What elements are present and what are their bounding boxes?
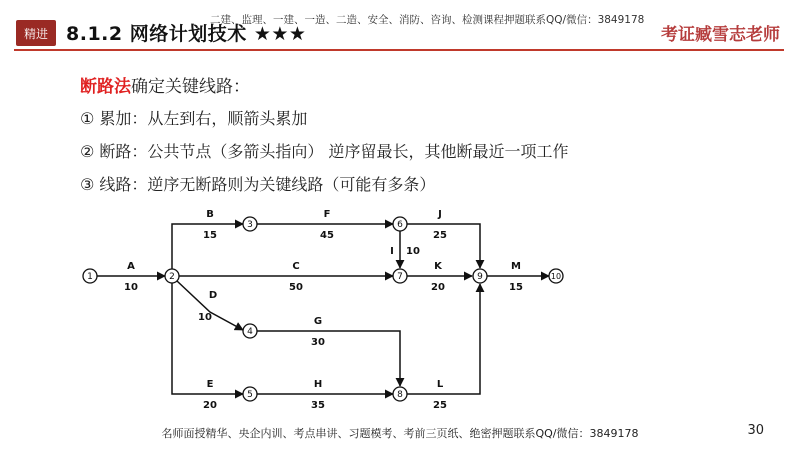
node-1: 1 [87,272,93,282]
step-item: ① 累加：从左到右，顺箭头累加 [80,109,308,128]
activity-name-m: M [511,261,521,272]
activity-name-f: F [323,209,331,220]
node-3: 3 [247,220,253,230]
node-7: 7 [397,272,403,282]
activity-name-h: H [313,379,323,390]
step-item: ③ 线路：逆序无断路则为关键线路（可能有多条） [80,175,436,194]
arrow-g [257,331,400,386]
page-number: 30 [747,423,764,438]
footer-notice: 名师面授精华、央企内训、考点串讲、习题模考、考前三页纸、绝密押题联系QQ/微信：3849178 [161,427,639,440]
arrow-e [172,283,243,394]
activity-duration-l: 25 [433,400,447,411]
method-name: 断路法 [80,77,131,97]
activity-duration-i: 10 [406,246,420,257]
activity-duration-m: 15 [509,282,523,293]
node-8: 8 [397,390,403,400]
activity-name-l: L [436,379,444,390]
brand-logo-text: 考证臧雪志老师 [661,25,780,45]
activity-duration-h: 35 [311,400,325,411]
activity-name-j: J [438,209,442,220]
activity-name-i: I [390,246,394,257]
section-badge: 精进 [16,20,56,46]
activity-name-d: D [208,290,218,301]
activity-duration-k: 20 [431,282,445,293]
activity-duration-a: 10 [124,282,138,293]
activity-duration-c: 50 [289,282,303,293]
node-2: 2 [169,272,175,282]
activity-duration-e: 20 [203,400,217,411]
page-title: 8.1.2 网络计划技术 ★★★ [66,23,307,45]
activity-duration-f: 45 [320,230,334,241]
activity-duration-d: 10 [198,312,212,323]
activity-duration-g: 30 [311,337,325,348]
arrow-l [407,284,480,394]
intro-text: 确定关键线路： [131,77,250,97]
activity-name-g: G [313,316,323,327]
activity-duration-b: 15 [203,230,217,241]
activity-name-k: K [434,261,442,272]
header-notice: 二建、监理、一建、一造、二造、安全、消防、咨询、检测课程押题联系QQ/微信：3849178 [210,14,645,26]
step-item: ② 断路：公共节点（多箭头指向） 逆序留最长，其他断最近一项工作 [80,142,569,161]
activity-name-a: A [127,261,135,272]
node-5: 5 [247,390,253,400]
node-4: 4 [247,327,253,337]
node-9: 9 [477,272,483,282]
activity-name-c: C [292,261,300,272]
activity-name-e: E [206,379,214,390]
node-6: 6 [397,220,403,230]
activity-duration-j: 25 [433,230,447,241]
activity-name-b: B [206,209,214,220]
node-10: 10 [550,272,562,281]
